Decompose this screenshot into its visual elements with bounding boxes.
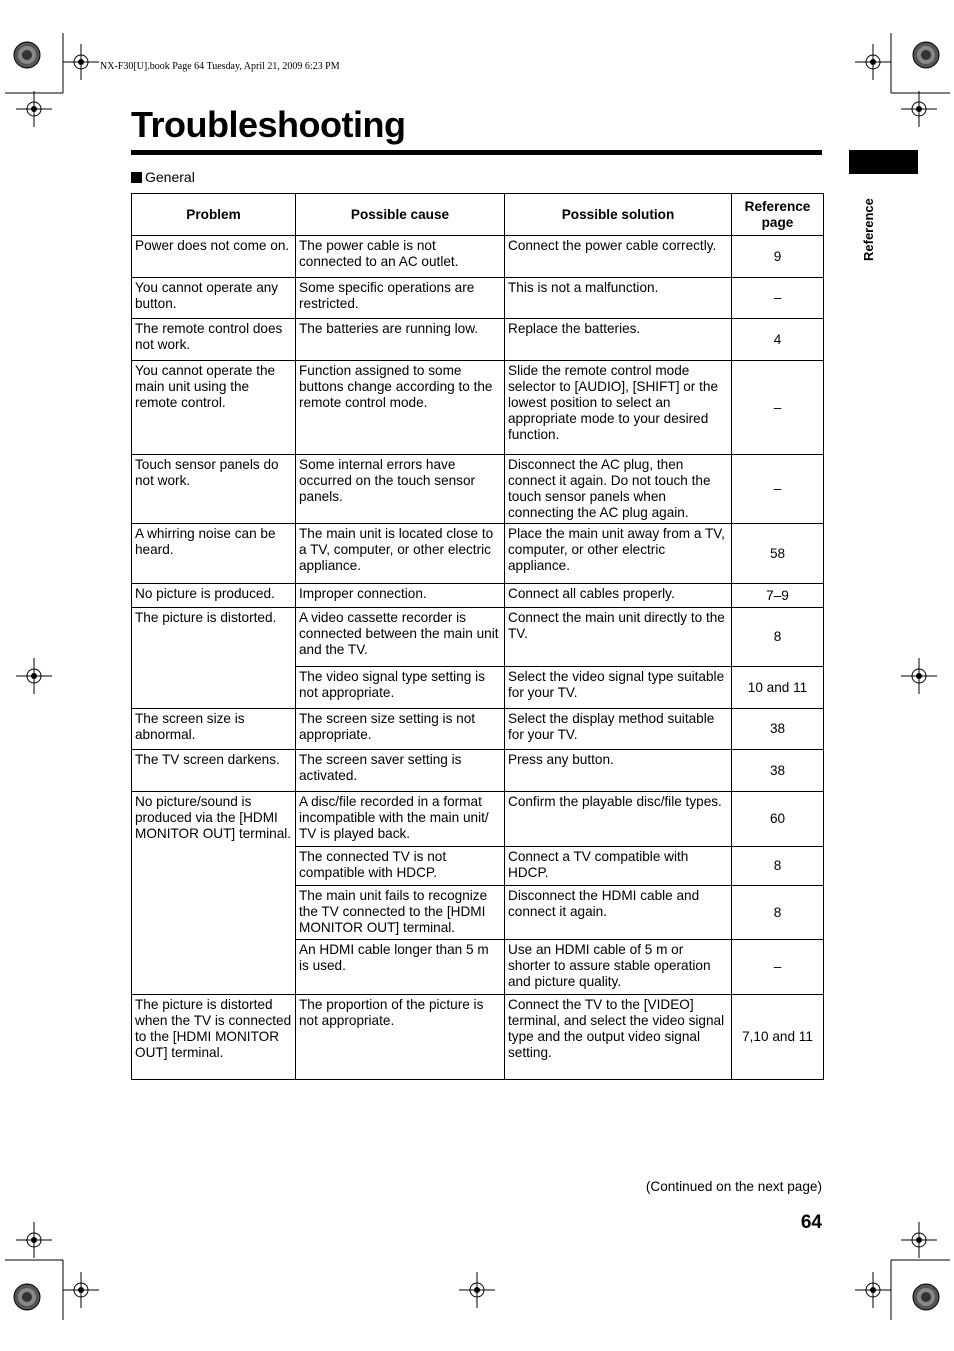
cell-solution: Disconnect the AC plug, then connect it again. Do not touch the touch sensor panels when connecting the AC plug again. bbox=[505, 455, 732, 524]
troubleshooting-table bbox=[131, 193, 824, 1080]
cell-ref: 38 bbox=[732, 709, 824, 750]
cell-solution: Replace the batteries. bbox=[505, 319, 732, 361]
cell-cause: A video cassette recorder is connected between the main unit and the TV. bbox=[296, 608, 505, 667]
cell-problem: The TV screen darkens. bbox=[132, 750, 296, 792]
cell-solution: This is not a malfunction. bbox=[505, 278, 732, 319]
table-row bbox=[132, 278, 824, 319]
cell-problem: No picture is produced. bbox=[132, 584, 296, 608]
table-row bbox=[132, 995, 824, 1080]
table-row bbox=[132, 455, 824, 524]
cell-problem: You cannot operate the main unit using the remote control. bbox=[132, 361, 296, 455]
cell-cause: The screen size setting is not appropriate. bbox=[296, 709, 505, 750]
table-row bbox=[132, 361, 824, 455]
cell-cause: A disc/file recorded in a format incompatible with the main unit/ TV is played back. bbox=[296, 792, 505, 847]
cell-solution: Press any button. bbox=[505, 750, 732, 792]
section-heading bbox=[131, 169, 195, 185]
header-reference-page: Reference page bbox=[732, 194, 824, 236]
header-possible-solution: Possible solution bbox=[505, 194, 732, 236]
cell-ref: 10 and 11 bbox=[732, 667, 824, 709]
cell-solution: Select the video signal type suitable for your TV. bbox=[505, 667, 732, 709]
cell-solution: Disconnect the HDMI cable and connect it again. bbox=[505, 886, 732, 940]
cell-solution: Connect the main unit directly to the TV. bbox=[505, 608, 732, 667]
cell-cause: Some specific operations are restricted. bbox=[296, 278, 505, 319]
cell-ref: 7–9 bbox=[732, 584, 824, 608]
cell-problem: Touch sensor panels do not work. bbox=[132, 455, 296, 524]
cell-ref: 38 bbox=[732, 750, 824, 792]
cell-solution: Slide the remote control mode selector to [AUDIO], [SHIFT] or the lowest position to select an appropriate mode to your desired function. bbox=[505, 361, 732, 455]
cell-ref: 7,10 and 11 bbox=[732, 995, 824, 1080]
table-row bbox=[132, 750, 824, 792]
reference-tab-block bbox=[849, 150, 918, 174]
cell-cause: Improper connection. bbox=[296, 584, 505, 608]
cell-ref: – bbox=[732, 361, 824, 455]
section-heading-text: General bbox=[145, 169, 195, 185]
cell-solution: Confirm the playable disc/file types. bbox=[505, 792, 732, 847]
title-rule bbox=[131, 150, 822, 155]
cell-problem: No picture/sound is produced via the [HDMI MONITOR OUT] terminal. bbox=[132, 792, 296, 995]
square-bullet-icon bbox=[131, 172, 142, 183]
cell-cause: An HDMI cable longer than 5 m is used. bbox=[296, 940, 505, 995]
table-row bbox=[132, 584, 824, 608]
cell-problem: The picture is distorted. bbox=[132, 608, 296, 709]
cell-ref: 8 bbox=[732, 847, 824, 886]
cell-solution: Select the display method suitable for your TV. bbox=[505, 709, 732, 750]
table-row bbox=[132, 792, 824, 847]
cell-problem: The picture is distorted when the TV is connected to the [HDMI MONITOR OUT] terminal. bbox=[132, 995, 296, 1080]
cell-ref: 9 bbox=[732, 236, 824, 278]
cell-ref: 8 bbox=[732, 886, 824, 940]
cell-ref: 4 bbox=[732, 319, 824, 361]
cell-solution: Connect all cables properly. bbox=[505, 584, 732, 608]
reference-side-label: Reference bbox=[861, 198, 876, 261]
cell-cause: The connected TV is not compatible with HDCP. bbox=[296, 847, 505, 886]
cell-ref: 58 bbox=[732, 524, 824, 584]
cell-problem: You cannot operate any button. bbox=[132, 278, 296, 319]
cell-ref: – bbox=[732, 278, 824, 319]
cell-ref: 60 bbox=[732, 792, 824, 847]
cell-cause: The power cable is not connected to an AC outlet. bbox=[296, 236, 505, 278]
page-title: Troubleshooting bbox=[131, 104, 406, 145]
header-problem: Problem bbox=[132, 194, 296, 236]
cell-problem: A whirring noise can be heard. bbox=[132, 524, 296, 584]
cell-solution: Connect the TV to the [VIDEO] terminal, and select the video signal type and the output video signal setting. bbox=[505, 995, 732, 1080]
cell-problem: The screen size is abnormal. bbox=[132, 709, 296, 750]
page-number: 64 bbox=[800, 1212, 822, 1233]
table-row bbox=[132, 319, 824, 361]
header-possible-cause: Possible cause bbox=[296, 194, 505, 236]
cell-problem: The remote control does not work. bbox=[132, 319, 296, 361]
cell-cause: The video signal type setting is not appropriate. bbox=[296, 667, 505, 709]
cell-cause: Function assigned to some buttons change according to the remote control mode. bbox=[296, 361, 505, 455]
table-header-row bbox=[132, 194, 824, 236]
cell-cause: Some internal errors have occurred on the touch sensor panels. bbox=[296, 455, 505, 524]
cell-ref: – bbox=[732, 940, 824, 995]
table-row bbox=[132, 709, 824, 750]
cell-cause: The batteries are running low. bbox=[296, 319, 505, 361]
table-row bbox=[132, 524, 824, 584]
cell-cause: The main unit is located close to a TV, computer, or other electric appliance. bbox=[296, 524, 505, 584]
cell-cause: The main unit fails to recognize the TV connected to the [HDMI MONITOR OUT] terminal. bbox=[296, 886, 505, 940]
table-row bbox=[132, 608, 824, 667]
print-header-line: NX-F30[U].book Page 64 Tuesday, April 21, 2009 6:23 PM bbox=[100, 61, 340, 72]
cell-problem: Power does not come on. bbox=[132, 236, 296, 278]
cell-cause: The screen saver setting is activated. bbox=[296, 750, 505, 792]
table-row bbox=[132, 236, 824, 278]
cell-ref: – bbox=[732, 455, 824, 524]
cell-solution: Connect a TV compatible with HDCP. bbox=[505, 847, 732, 886]
cell-cause: The proportion of the picture is not appropriate. bbox=[296, 995, 505, 1080]
cell-solution: Connect the power cable correctly. bbox=[505, 236, 732, 278]
continued-note: (Continued on the next page) bbox=[645, 1179, 822, 1194]
cell-solution: Use an HDMI cable of 5 m or shorter to assure stable operation and picture quality. bbox=[505, 940, 732, 995]
cell-ref: 8 bbox=[732, 608, 824, 667]
cell-solution: Place the main unit away from a TV, computer, or other electric appliance. bbox=[505, 524, 732, 584]
